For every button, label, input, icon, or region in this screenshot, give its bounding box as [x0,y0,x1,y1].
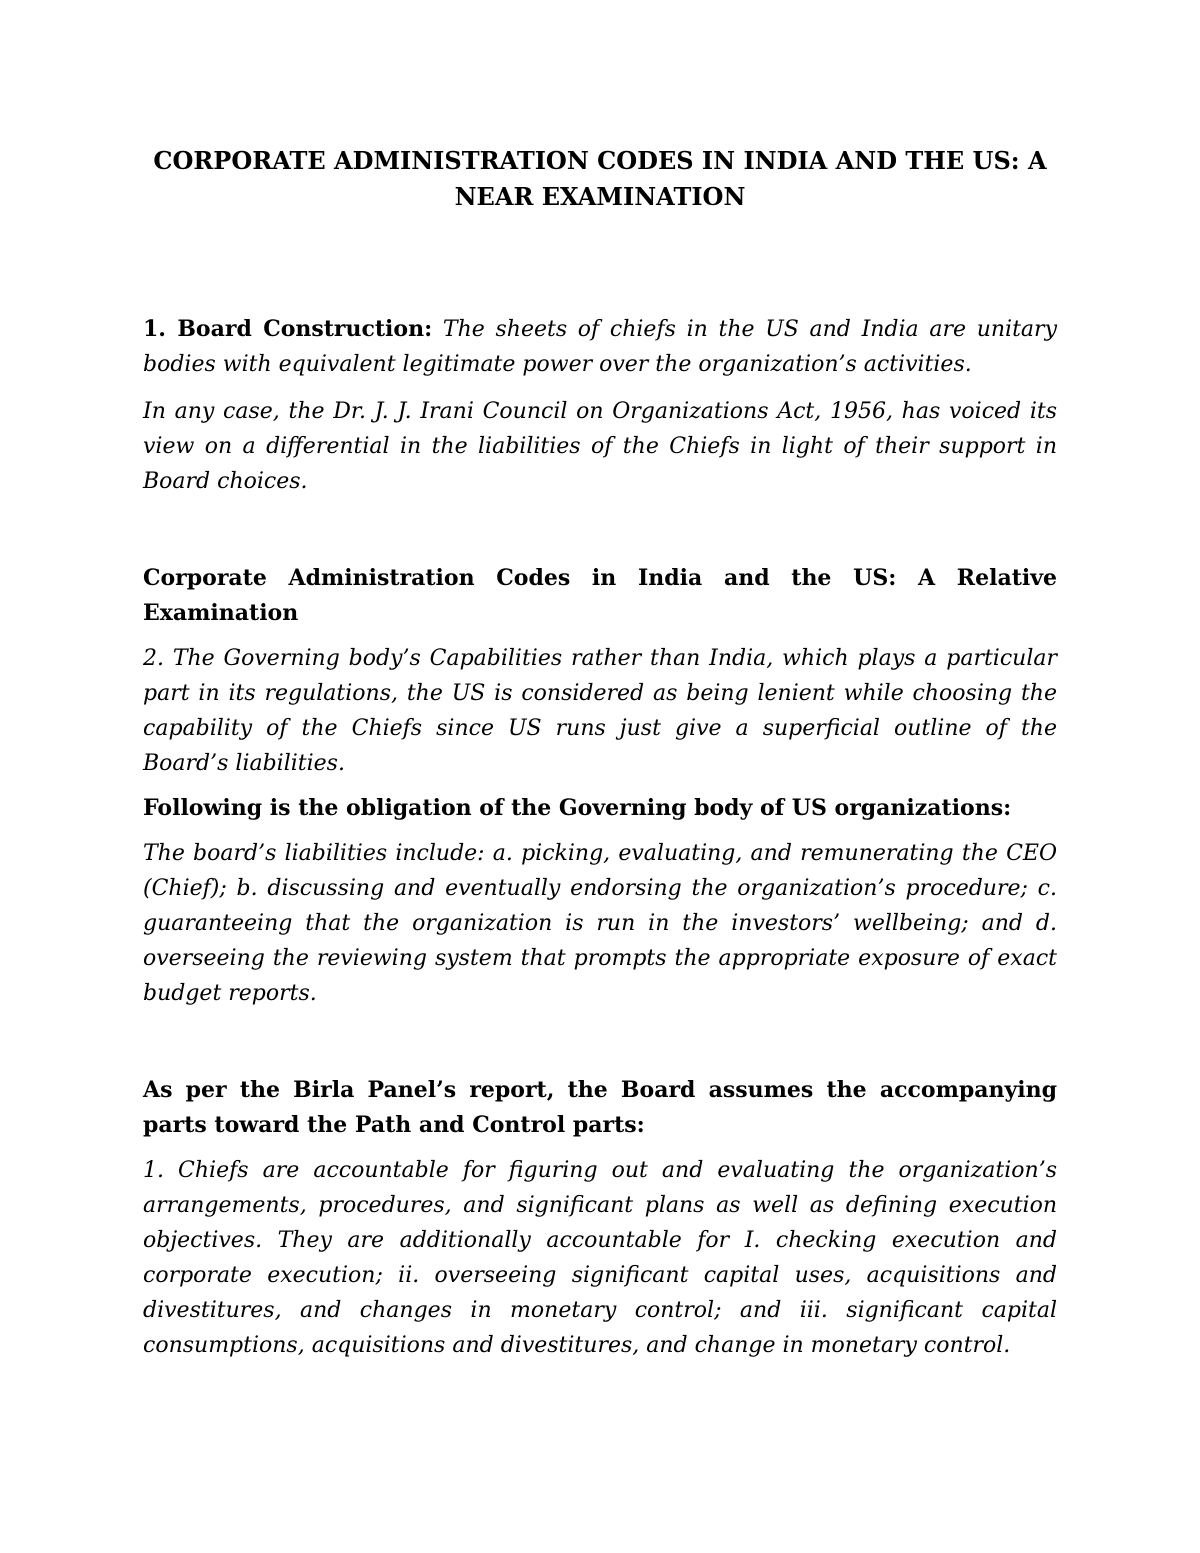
section-board-construction [143,312,1057,382]
document-title: CORPORATE ADMINISTRATION CODES IN INDIA AND THE US: A NEAR EXAMINATION [153,146,1047,211]
paragraph-chiefs-accountability: 1. Chiefs are accountable for figuring out and evaluating the organization’s arrangements, procedures, and significant plans as well as defining execution objectives. They are additionally accountable for I. checking execution and corporate execution; ii. overseeing significant capital uses, acquisitions and divestitures, and changes in monetary control; and iii. significant capital consumptions, acquisitions and divestitures, and change in monetary control. [143,1158,1057,1358]
document-body [143,143,1057,1363]
section-heading-birla-panel: As per the Birla Panel’s report, the Board assumes the accompanying parts toward the Path and Control parts: [143,1077,1057,1138]
paragraph-board-liabilities: The board’s liabilities include: a. picking, evaluating, and remunerating the CEO (Chief); b. discussing and eventually endorsing the organization’s procedure; c. guaranteeing that the organization is run in the investors’ wellbeing; and d. overseeing the reviewing system that prompts the appropriate exposure of exact budget reports. [143,841,1057,1006]
section-text: The sheets of chiefs in the US and India are unitary bodies with equivalent legitimate power over the organization’s activities. [143,317,1057,377]
section-heading-relative-examination: Corporate Administration Codes in India and the US: A Relative Examination [143,565,1057,626]
paragraph-governing-capabilities: 2. The Governing body’s Capabilities rather than India, which plays a particular part in its regulations, the US is considered as being lenient while choosing the capability of the Chiefs since US runs just give a superficial outline of the Board’s liabilities. [143,646,1057,776]
section-label: 1. Board Construction: [143,316,433,342]
section-heading-us-obligation: Following is the obligation of the Governing body of US organizations: [143,795,1012,821]
paragraph-irani-council: In any case, the Dr. J. J. Irani Council on Organizations Act, 1956, has voiced its view on a differential in the liabilities of the Chiefs in light of their support in Board choices. [143,399,1057,494]
